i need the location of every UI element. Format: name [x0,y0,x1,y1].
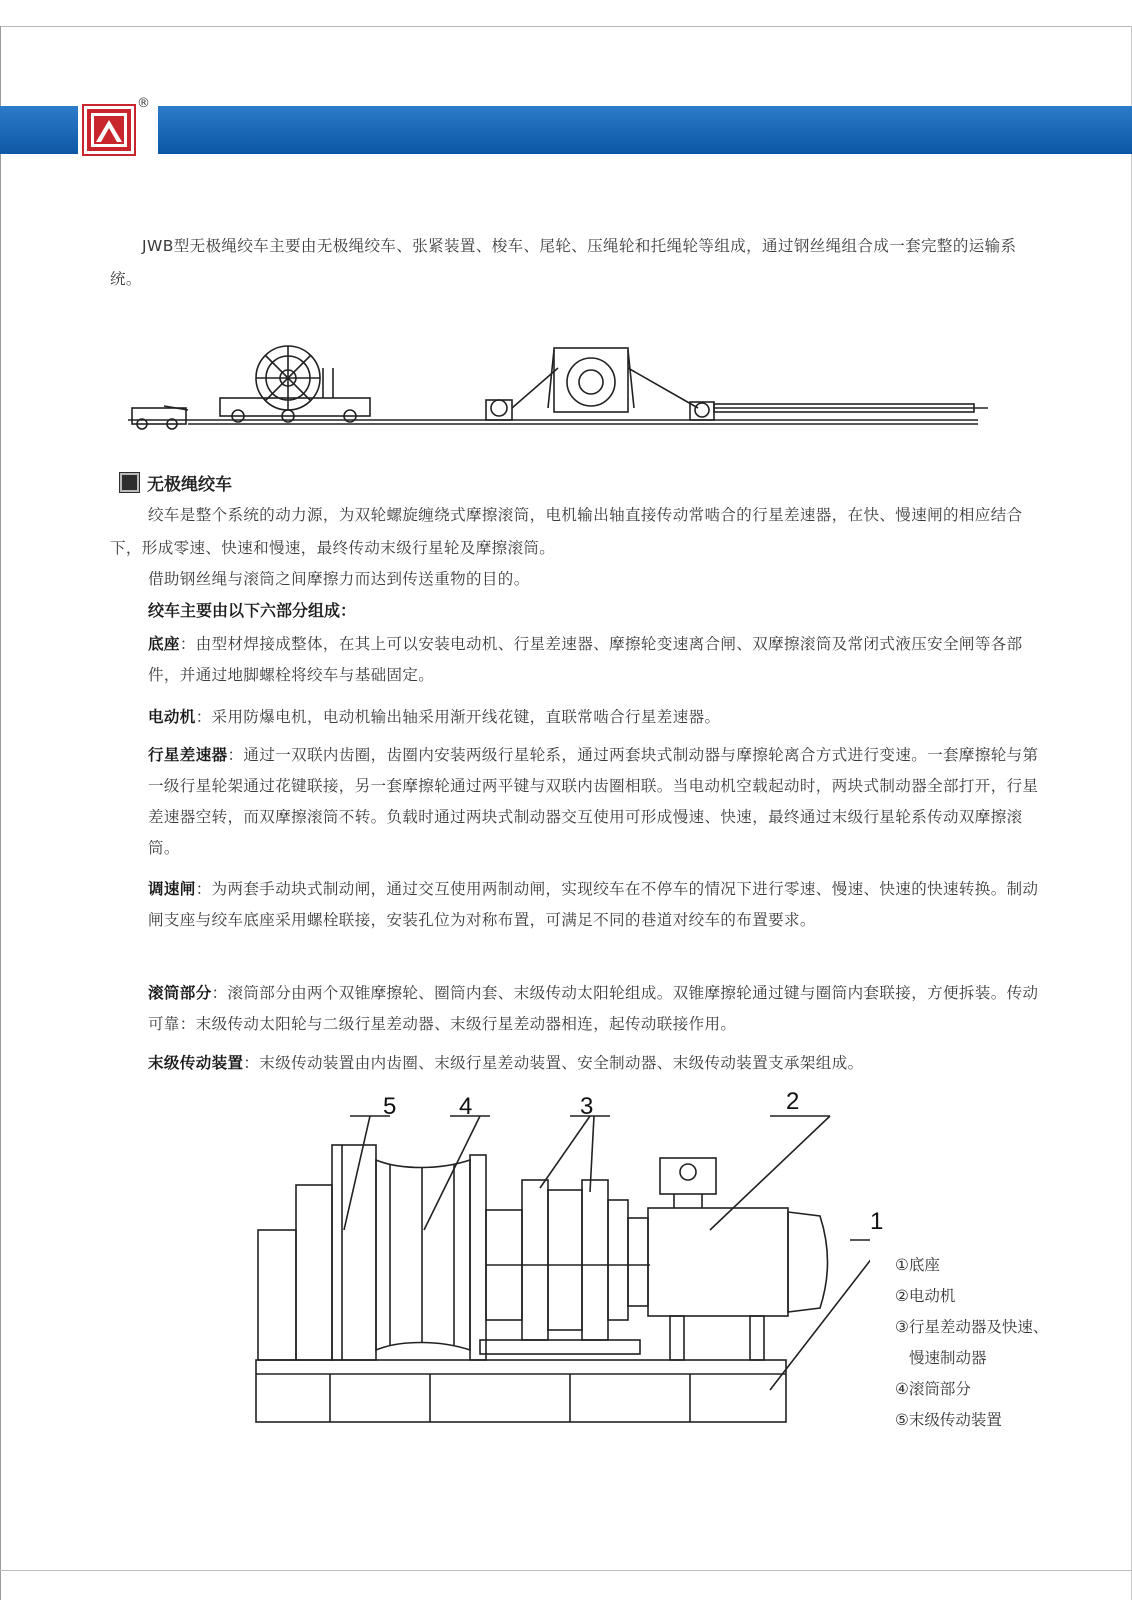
component-name: 调速闸 [148,880,196,898]
component-text: ：由型材焊接成整体，在其上可以安装电动机、行星差速器、摩擦轮变速离合闸、双摩擦滚筒及常闭式液压安全闸等各部件，并通过地脚螺栓将绞车与基础固定。 [148,635,1023,684]
intro-paragraph: JWB型无极绳绞车主要由无极绳绞车、张紧装置、梭车、尾轮、压绳轮和托绳轮等组成，通过钢丝绳组合成一套完整的运输系统。 [110,237,1017,288]
component-item [148,740,1043,864]
square-bullet-icon [120,473,139,492]
component-item [148,874,1043,936]
components-heading: 绞车主要由以下六部分组成： [148,601,357,620]
component-item [148,978,1043,1040]
component-name: 电动机 [148,708,196,726]
component-text: ：末级传动装置由内齿圈、末级行星差动装置、安全制动器、末级传动装置支承架组成。 [243,1054,864,1072]
legend-item: ③行星差动器及快速、 [895,1318,1049,1336]
header-band-right [158,106,1132,154]
page-frame-bottom [0,1570,1132,1571]
component-item [148,1048,1043,1079]
component-item [148,629,1043,691]
company-logo-icon [82,104,136,156]
winch-paragraph-2: 借助钢丝绳与滚筒之间摩擦力而达到传送重物的目的。 [148,570,530,588]
component-text: ：为两套手动块式制动闸，通过交互使用两制动闸，实现绞车在不停车的情况下进行零速、慢速、快速的快速转换。制动闸支座与绞车底座采用螺栓联接，安装孔位为对称布置，可满足不同的巷道对绞车的布置要求。 [148,880,1039,929]
system-layout-diagram [128,338,996,438]
page-frame-top [0,26,1132,27]
component-text: ：滚筒部分由两个双锥摩擦轮、圈筒内套、末级传动太阳轮组成。双锥摩擦轮通过键与圈筒内套联接，方便拆装。传动可靠：末级传动太阳轮与二级行星差动器、末级行星差动器相连，起传动联接作用。 [148,984,1039,1033]
diagram-number-3: 3 [580,1093,594,1120]
component-text: ：采用防爆电机，电动机输出轴采用渐开线花键，直联常啮合行星差速器。 [195,708,721,726]
diagram-number-5: 5 [383,1093,397,1120]
section-title: 无极绳绞车 [147,475,232,495]
diagram-legend [895,1250,1115,1436]
diagram-number-1: 1 [870,1208,884,1235]
winch-structure-diagram [250,1090,870,1430]
component-name: 底座 [148,635,180,653]
legend-item: ②电动机 [895,1287,956,1305]
legend-item: ⑤末级传动装置 [895,1411,1002,1429]
legend-item: 慢速制动器 [909,1349,987,1367]
section-heading [120,470,232,495]
component-name: 末级传动装置 [148,1054,244,1072]
registered-mark: ® [137,96,150,111]
component-item [148,702,1043,733]
header-band-left [0,106,78,154]
page-frame-left [0,26,1,1600]
component-name: 滚筒部分 [148,984,212,1002]
winch-paragraph-1: 绞车是整个系统的动力源，为双轮螺旋缠绕式摩擦滚筒，电机输出轴直接传动常啮合的行星差速器，在快、慢速闸的相应结合下，形成零速、快速和慢速，最终传动末级行星轮及摩擦滚筒。 [110,506,1023,557]
legend-item: ④滚筒部分 [895,1380,971,1398]
diagram-number-4: 4 [459,1093,473,1120]
diagram-number-2: 2 [786,1088,800,1115]
component-name: 行星差速器 [148,746,228,764]
legend-item: ①底座 [895,1256,940,1274]
component-text: ：通过一双联内齿圈，齿圈内安装两级行星轮系，通过两套块式制动器与摩擦轮离合方式进行变速。一套摩擦轮与第一级行星轮架通过花键联接，另一套摩擦轮通过两平键与双联内齿圈相联。当电动机空载起动时，两块式制动器全部打开，行星差速器空转，而双摩擦滚筒不转。负载时通过两块式制动器交互使用可形成慢速、快速，最终通过末级行星轮系传动双摩擦滚筒。 [148,746,1039,857]
